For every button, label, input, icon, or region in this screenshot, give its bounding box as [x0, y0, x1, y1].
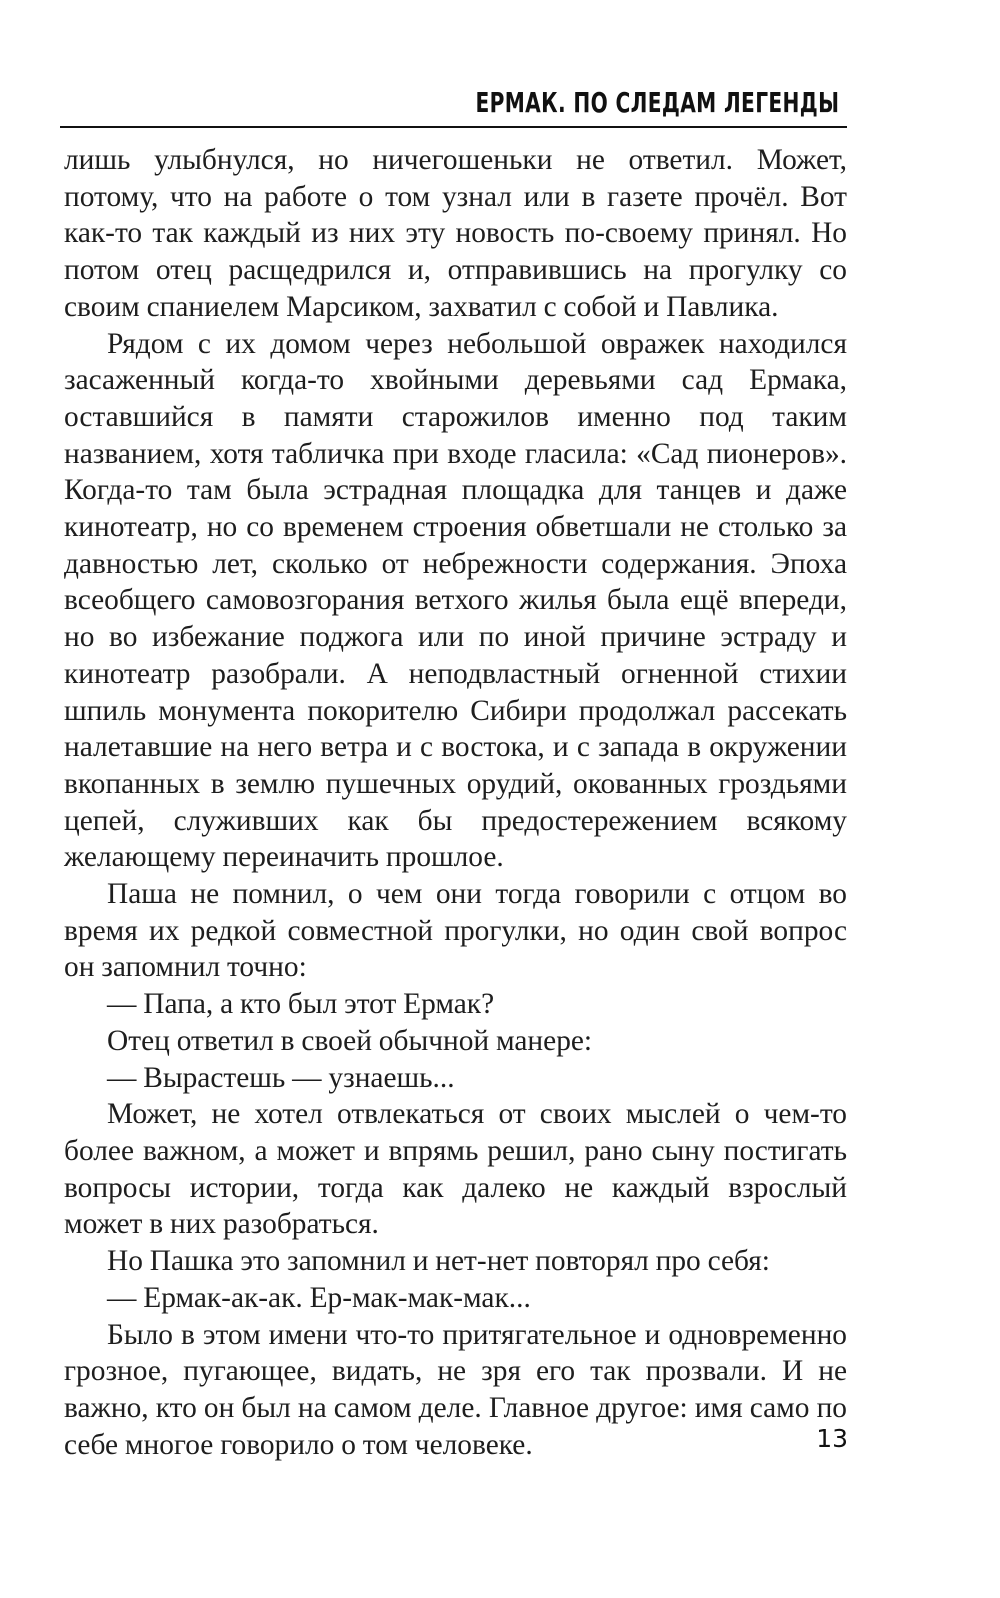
body-text — [64, 142, 847, 1463]
paragraph: Было в этом имени что-то притягательное и одновременно грозное, пугающее, видать, не зря его так прозвали. И не важно, кто он был на самом деле. Главное другое: имя само по себе многое говорило о том человеке. — [64, 1318, 847, 1461]
paragraph: Отец ответил в своей обычной манере: — [107, 1024, 593, 1057]
dialogue-line: — Ермак-ак-ак. Ер-мак-мак-мак... — [107, 1281, 531, 1314]
dialogue-line: — Папа, а кто был этот Ермак? — [107, 988, 495, 1021]
paragraph-continuation: лишь улыбнулся, но ничегошеньки не ответил. Может, потому, что на работе о том узнал или в газете прочёл. Вот как-то так каждый из них эту новость по-своему принял. Но потом отец расщедрился и, отправившись на прогулку со своим спаниелем Марсиком, захватил с собой и Павлика. — [64, 144, 847, 323]
running-header — [60, 86, 847, 128]
paragraph: Может, не хотел отвлекаться от своих мыслей о чем-то более важном, а может и впрямь решил, рано сыну постигать вопросы истории, тогда как далеко не каждый взрослый может в них разобраться. — [64, 1098, 847, 1241]
paragraph: Рядом с их домом через небольшой овражек находился засаженный когда-то хвойными деревьями сад Ермака, оставшийся в памяти старожилов именно под таким названием, хотя табличка при входе гласила: «Сад пионеров». Когда-то там была эстрадная площадка для танцев и даже кинотеатр, но со временем строения обветшали не столько за давностью лет, сколько от небрежности содержания. Эпоха всеобщего самовозгорания ветхого жилья была ещё впереди, но во избежание поджога или по иной причине эстраду и кинотеатр разобрали. А неподвластный огненной стихии шпиль монумента покорителю Сибири продолжал рассекать налетавшие на него ветра и с востока, и с запада в окружении вкопанных в землю пушечных орудий, окованных гроздьями цепей, служивших как бы предостережением всякому желающему переиначить прошлое. — [64, 327, 847, 874]
paragraph: Паша не помнил, о чем они тогда говорили с отцом во время их редкой совместной прогулки, но один свой вопрос он запомнил точно: — [64, 878, 847, 984]
paragraph: Но Пашка это запомнил и нет-нет повторял про себя: — [107, 1245, 770, 1278]
page-number: 13 — [816, 1424, 848, 1453]
running-header-title: ЕРМАК. ПО СЛЕДАМ ЛЕГЕНДЫ — [475, 86, 839, 119]
dialogue-line: — Вырастешь — узнаешь... — [107, 1061, 455, 1094]
